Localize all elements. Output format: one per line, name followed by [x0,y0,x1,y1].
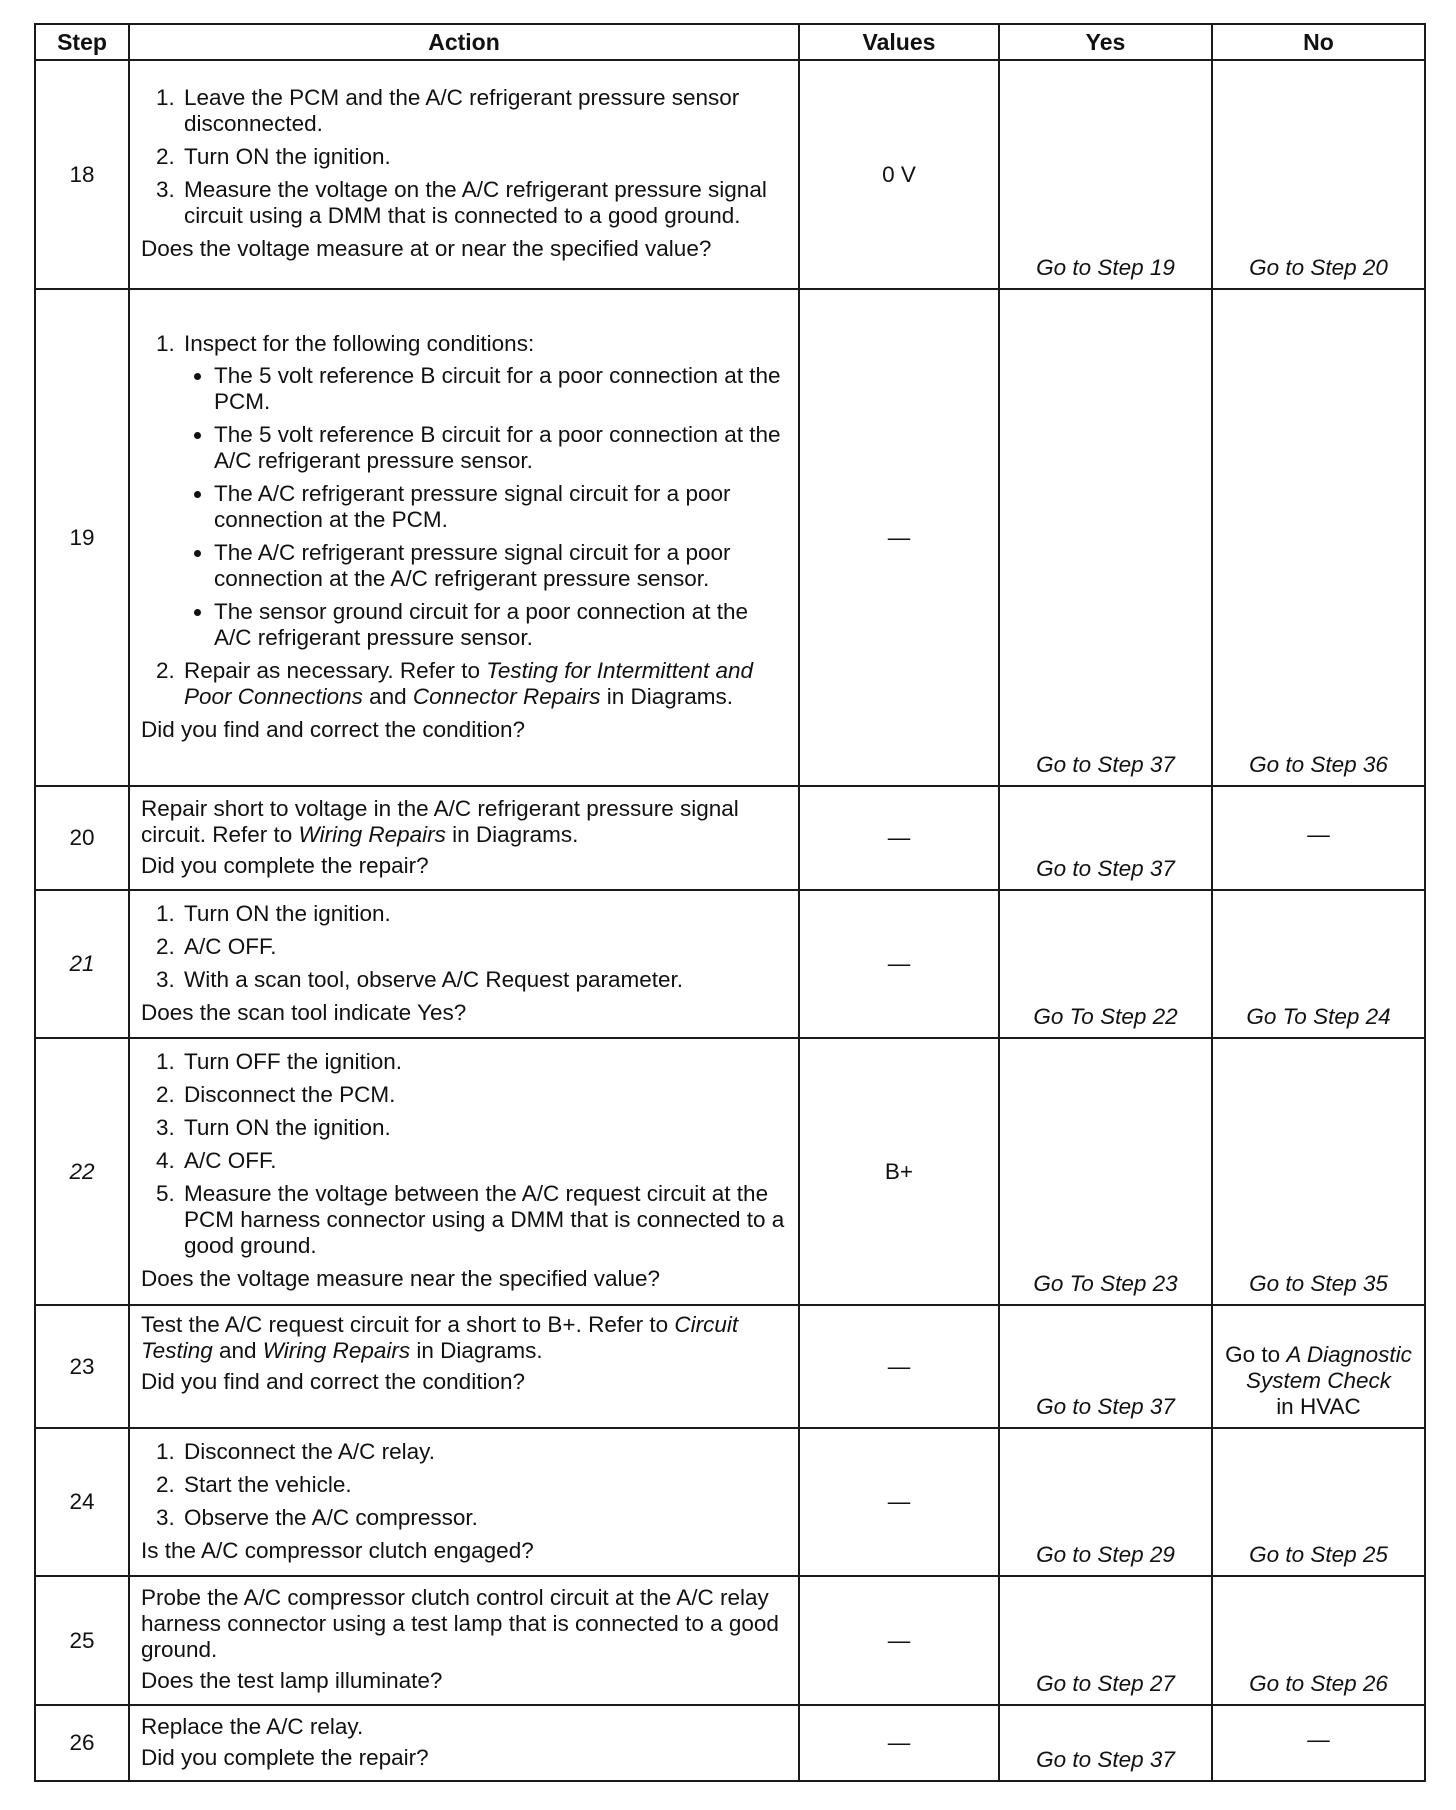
action-text: Probe the A/C compressor clutch control circuit at the A/C relay harness connector using a test lamp that is connected to a good ground. [141,1585,779,1662]
question: Is the A/C compressor clutch engaged? [141,1537,534,1563]
value-cell: — [799,1305,999,1428]
text: in HVAC [1276,1394,1361,1419]
yes-link[interactable]: Go to Step 37 [999,1305,1212,1428]
table-row [35,890,1425,1038]
text: Repair short to voltage in the A/C refrigerant pressure signal circuit. Refer to [141,795,739,847]
step-number: 19 [35,289,129,786]
step-number: 18 [35,60,129,289]
no-link[interactable]: Go to Step 25 [1212,1428,1425,1576]
no-link[interactable]: Go to Step 35 [1212,1038,1425,1305]
table-row [35,1705,1425,1781]
no-link[interactable]: Go to Step 20 [1212,60,1425,289]
bullet-item: • The 5 volt reference B circuit for a poor connection at the A/C refrigerant pressure sensor. [214,422,788,474]
list-item: 3. Turn ON the ignition. [181,1115,788,1141]
text: Repair as necessary. Refer to [184,657,487,683]
yes-link[interactable]: Go to Step 19 [999,60,1212,289]
reference-link[interactable]: Testing for Intermittent and Poor Connections [184,657,754,709]
no-link[interactable]: Go To Step 24 [1212,890,1425,1038]
question: Does the voltage measure at or near the specified value? [141,236,712,261]
yes-link[interactable]: Go to Step 27 [999,1576,1212,1705]
no-link[interactable] [1212,1305,1425,1428]
table-row [35,60,1425,289]
list-item [181,331,788,651]
list-item-text: Inspect for the following conditions: [184,330,535,356]
value-cell: — [799,1576,999,1705]
table-row [35,289,1425,786]
list-item: 5. Measure the voltage between the A/C request circuit at the PCM harness connector using a DMM that is connected to a good ground. [181,1181,788,1259]
header-action: Action [129,24,799,60]
reference-link[interactable]: Wiring Repairs [262,1338,411,1363]
header-row [35,24,1425,60]
value-cell: — [799,1705,999,1781]
bullet-item: • The 5 volt reference B circuit for a poor connection at the PCM. [214,363,788,415]
list-item: 1. Disconnect the A/C relay. [181,1439,788,1465]
list-item: 3. Observe the A/C compressor. [181,1505,788,1531]
step-number: 22 [35,1038,129,1305]
action-cell [129,1576,799,1705]
text: Test the A/C request circuit for a short to B+. Refer to [141,1312,675,1337]
reference-link[interactable]: Wiring Repairs [298,821,446,847]
step-number: 21 [35,890,129,1038]
bullet-item: • The A/C refrigerant pressure signal circuit for a poor connection at the A/C refrigerant pressure sensor. [214,540,788,592]
action-list [141,1439,788,1531]
bullet-item: • The A/C refrigerant pressure signal circuit for a poor connection at the PCM. [214,481,788,533]
table-row [35,1428,1425,1576]
value-cell: — [799,1428,999,1576]
header-yes: Yes [999,24,1212,60]
condition-list [184,363,788,651]
reference-link[interactable]: A Diagnostic System Check [1245,1342,1412,1393]
action-cell [129,1038,799,1305]
text: in Diagrams. [445,821,579,847]
value-cell: — [799,289,999,786]
step-number: 26 [35,1705,129,1781]
reference-link[interactable]: Circuit Testing [141,1312,739,1363]
action-cell [129,1705,799,1781]
yes-link[interactable]: Go to Step 37 [999,786,1212,890]
list-item [181,658,788,710]
list-item: 2. Turn ON the ignition. [181,144,788,170]
action-cell [129,890,799,1038]
text: in Diagrams. [600,683,734,709]
list-item: 3. Measure the voltage on the A/C refrigerant pressure signal circuit using a DMM that is connected to a good ground. [181,177,788,229]
reference-link[interactable]: Connector Repairs [412,683,601,709]
action-cell [129,786,799,890]
table-row [35,786,1425,890]
action-cell [129,289,799,786]
header-step: Step [35,24,129,60]
question: Does the test lamp illuminate? [141,1668,443,1693]
action-list [141,901,788,993]
value-cell: — [799,890,999,1038]
action-text [141,1312,788,1364]
action-cell [129,1305,799,1428]
action-list [141,1049,788,1259]
header-no: No [1212,24,1425,60]
table-row [35,1038,1425,1305]
no-link[interactable]: Go to Step 36 [1212,289,1425,786]
list-item: 4. A/C OFF. [181,1148,788,1174]
yes-link[interactable]: Go to Step 29 [999,1428,1212,1576]
yes-link[interactable]: Go To Step 22 [999,890,1212,1038]
action-list [141,85,788,229]
text: and [362,683,413,709]
list-item: 3. With a scan tool, observe A/C Request parameter. [181,967,788,993]
bullet-item: • The sensor ground circuit for a poor connection at the A/C refrigerant pressure sensor. [214,599,788,651]
list-item: 2. A/C OFF. [181,934,788,960]
text: Go to [1225,1342,1287,1367]
action-cell [129,1428,799,1576]
question: Did you find and correct the condition? [141,1369,525,1394]
no-link[interactable]: Go to Step 26 [1212,1576,1425,1705]
list-item: 2. Start the vehicle. [181,1472,788,1498]
no-cell: — [1212,786,1425,890]
question: Did you complete the repair? [141,852,429,878]
action-text [141,796,788,848]
yes-link[interactable]: Go To Step 23 [999,1038,1212,1305]
diagnostic-table [34,23,1426,1782]
text: and [212,1338,263,1363]
step-number: 25 [35,1576,129,1705]
value-cell: B+ [799,1038,999,1305]
question: Does the scan tool indicate Yes? [141,999,467,1025]
action-cell [129,60,799,289]
step-number: 24 [35,1428,129,1576]
value-cell: — [799,786,999,890]
text: in Diagrams. [410,1338,543,1363]
header-values: Values [799,24,999,60]
step-number: 23 [35,1305,129,1428]
yes-link[interactable]: Go to Step 37 [999,1705,1212,1781]
question: Does the voltage measure near the specified value? [141,1266,661,1291]
list-item: 1. Leave the PCM and the A/C refrigerant pressure sensor disconnected. [181,85,788,137]
yes-link[interactable]: Go to Step 37 [999,289,1212,786]
question: Did you complete the repair? [141,1744,429,1770]
list-item: 1. Turn ON the ignition. [181,901,788,927]
step-number: 20 [35,786,129,890]
action-text: Replace the A/C relay. [141,1713,364,1739]
list-item: 2. Disconnect the PCM. [181,1082,788,1108]
question: Did you find and correct the condition? [141,716,525,742]
no-cell: — [1212,1705,1425,1781]
list-item: 1. Turn OFF the ignition. [181,1049,788,1075]
table-row [35,1305,1425,1428]
value-cell: 0 V [799,60,999,289]
table-row [35,1576,1425,1705]
action-list [141,331,788,710]
